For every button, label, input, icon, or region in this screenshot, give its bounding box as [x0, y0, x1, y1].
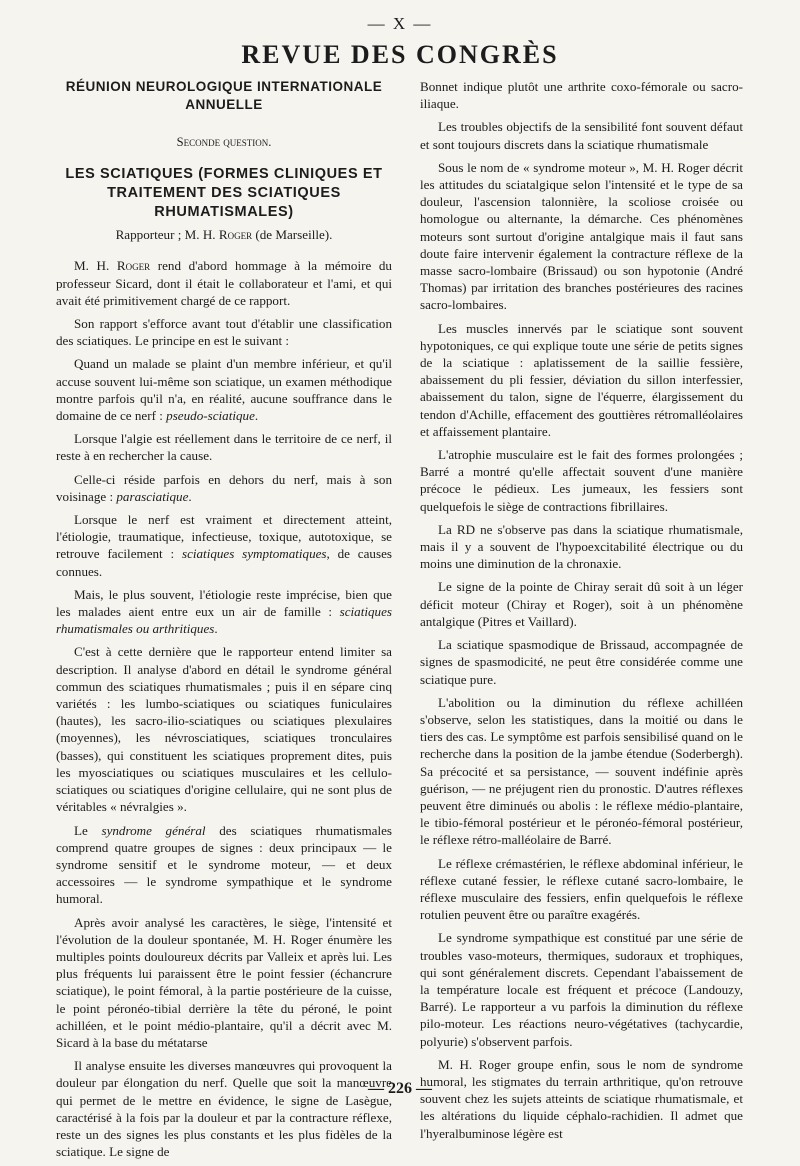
- paragraph: Les troubles objectifs de la sensibilité font souvent défaut et sont toujours discrets dans la sciatique rhumatismale: [420, 119, 743, 152]
- paragraph: Celle-ci réside parfois en dehors du nerf, mais à son voisinage : parasciatique.: [56, 471, 392, 504]
- journal-section-title: REVUE DES CONGRÈS: [241, 40, 559, 69]
- paragraph: Il analyse ensuite les diverses manœuvres qui provoquent la douleur par élongation du nerf. Quelle que soit la manœuvre qui permet de le mettre en évidence, le signe de Lasègue, caractérisé à la fois par la douleur et par la contracture réflexe, reste un des signes les plus constants et les plus fidèles de la sciatique. Le signe de: [56, 1058, 392, 1160]
- paragraph: Bonnet indique plutôt une arthrite coxo-fémorale ou sacro-iliaque.: [420, 79, 743, 112]
- paragraph: Après avoir analysé les caractères, le siège, l'intensité et l'évolution de la douleur spontanée, M. H. Roger énumère les multiples points douloureux décrits par Valleix et après lui. Les plus fréquents lui paraissent être le point fessier (échancrure sciatique), le point fémoral, à la partie postérieure de la cuisse, le point péronéo-tibial derrière la tête du péroné, le point achilléen, et le point médio-plantaire, qu'il a décrit avec M. Sicard à la base du métatarse: [56, 914, 392, 1050]
- paragraph: L'abolition ou la diminution du réflexe achilléen s'observe, selon les statistiques, dans la moitié ou dans le tiers des cas. Le symptôme est parfois sensibilisé quand on le recherche dans la position de la jambe étendue (Soderbergh). Sa précocité et sa persistance, — souvent indéfinie après guérison, — ne préjugent rien du pronostic. D'autres réflexes peuvent être diminués ou abolis : le réflexe médio-plantaire, le tibio-fémoral postérieur et le péronéo-fémoral postérieur, le réflexe rétro-malléolaire de Barré.: [420, 694, 743, 848]
- paragraph: Le syndrome sympathique est constitué par une série de troubles vaso-moteurs, thermiques, sudoraux et trophiques, qui sont généralement discrets. Cependant l'abaissement de la température locale est fréquent et précoce (Landouzy, Barré). Le rapporteur a vu parfois la diminution du réflexe pilo-moteur. Les réactions neuro-végétatives (tachycardie, polyurie) s'observent parfois.: [420, 930, 743, 1049]
- rapporteur-line: Rapporteur ; M. H. Roger (de Marseille).: [115, 227, 333, 243]
- article-title: LES SCIATIQUES (FORMES CLINIQUES ET TRAITEMENT DES SCIATIQUES RHUMATISMALES): [65, 166, 383, 221]
- right-column: [420, 78, 743, 1148]
- paragraph: Lorsque l'algie est réellement dans le territoire de ce nerf, il reste à en rechercher la cause.: [56, 431, 392, 464]
- paragraph: La sciatique spasmodique de Brissaud, accompagnée de signes de spasmodicité, ne peut être considérée comme une sciatique pure.: [420, 637, 743, 687]
- paragraph: Le signe de la pointe de Chiray serait dû soit à un léger déficit moteur (Chiray et Roger), soit à un phénomène antalgique (Pitres et Vaillard).: [420, 579, 743, 629]
- paragraph: Quand un malade se plaint d'un membre inférieur, et qu'il accuse souvent lui-même son sciatique, un examen méthodique montre parfois qu'il n'a, en réalité, aucune souffrance dans le domaine de ce nerf : pseudo-sciatique.: [56, 356, 392, 424]
- paragraph: Sous le nom de « syndrome moteur », M. H. Roger décrit les attitudes du sciatalgique selon l'intensité et le type de sa douleur, l'ascension talonnière, la scoliose croisée ou homologue ou alternante, la démarche. Ces phénomènes moteurs sont surtout d'origine antalgique mais il faut sans doute faire intervenir également la contracture réflexe de la masse sacro-lombaire (Brissaud) ou son hypotonie (André Thomas) par irritation des branches postérieures des racines sacro-lombaires.: [420, 159, 743, 313]
- page-number: — 226 —: [368, 1080, 432, 1097]
- paragraph: C'est à cette dernière que le rapporteur entend limiter sa description. Il analyse d'abord en détail le syndrome général commun des sciatiques rhumatismales ; puis il en sépare cinq variétés : les lumbo-sciatiques ou sciatiques funiculaires (hautes), les sacro-ilio-sciatiques ou sciatiques plexulaires (moyennes), les névrosciatiques, sciatiques tronculaires (basses), qui constituent les sciatiques proprement dites, puis les myosciatiques ou sciatiques musculaires et les cellulo-sciatiques ou sciatiques d'origine cellulaire, qui ne sont plus de véritables « névralgies ».: [56, 644, 392, 815]
- question-subheading: Seconde question.: [176, 135, 272, 149]
- paragraph: Les muscles innervés par le sciatique sont souvent hypotoniques, ce qui explique toute une série de petits signes de la sciatique : aplatissement de la saillie fessière, abaissement du pli fessier, déviation du sillon interfessier, abaissement du talon, signe de l'équerre, élargissement du tendon d'Achille, effacement des gouttières rétromalléolaires et affaissement plantaire.: [420, 320, 743, 439]
- paragraph: Mais, le plus souvent, l'étiologie reste imprécise, bien que les malades aient entre eux un air de famille : sciatiques rhumatismales ou arthritiques.: [56, 586, 392, 637]
- paragraph: Le réflexe crémastérien, le réflexe abdominal inférieur, le réflexe cutané fessier, le réflexe cutané sacro-lombaire, le réflexe musculaire des fessiers, enfin quelquefois le réflexe rotulien peuvent être ou paraître exagérés.: [420, 855, 743, 923]
- paragraph: Son rapport s'efforce avant tout d'établir une classification des sciatiques. Le principe en est le suivant :: [56, 316, 392, 349]
- left-column: [56, 78, 392, 1166]
- paragraph: Lorsque le nerf est vraiment et directement atteint, l'étiologie, traumatique, infectieuse, toxique, autotoxique, se retrouve facilement : sciatiques symptomatiques, de causes connues.: [56, 512, 392, 579]
- paragraph: Le syndrome général des sciatiques rhumatismales comprend quatre groupes de signes : deux principaux — le syndrome sensitif et le syndrome moteur, — et deux accessoires — le syndrome sympathique et le syndrome humoral.: [56, 822, 392, 907]
- paragraph: L'atrophie musculaire est le fait des formes prolongées ; Barré a montré qu'elle affectait souvent d'une manière précoce le pédieux. Les jumeaux, les fessiers sont quelquefois le siège de contractions fibrillaires.: [420, 447, 743, 514]
- paragraph: La RD ne s'observe pas dans la sciatique rhumatismale, mais il y a souvent de l'hypoexcitabilité électrique ou du moins une diminution de la chronaxie.: [420, 521, 743, 572]
- page-roman-numeral: — X —: [367, 14, 433, 33]
- meeting-heading: RÉUNION NEUROLOGIQUE INTERNATIONALE ANNUELLE: [65, 79, 383, 112]
- paragraph: M. H. Roger groupe enfin, sous le nom de syndrome humoral, les stigmates du terrain arthritique, qu'on retrouve souvent chez les sujets atteints de sciatique rhumatismale, et les altérations du liquide céphalo-rachidien. Il admet que l'hyeralbuminose légère est: [420, 1056, 743, 1141]
- paragraph: M. H. Roger rend d'abord hommage à la mémoire du professeur Sicard, dont il était le collaborateur et l'ami, et qui avait été primitivement chargé de ce rapport.: [56, 258, 392, 308]
